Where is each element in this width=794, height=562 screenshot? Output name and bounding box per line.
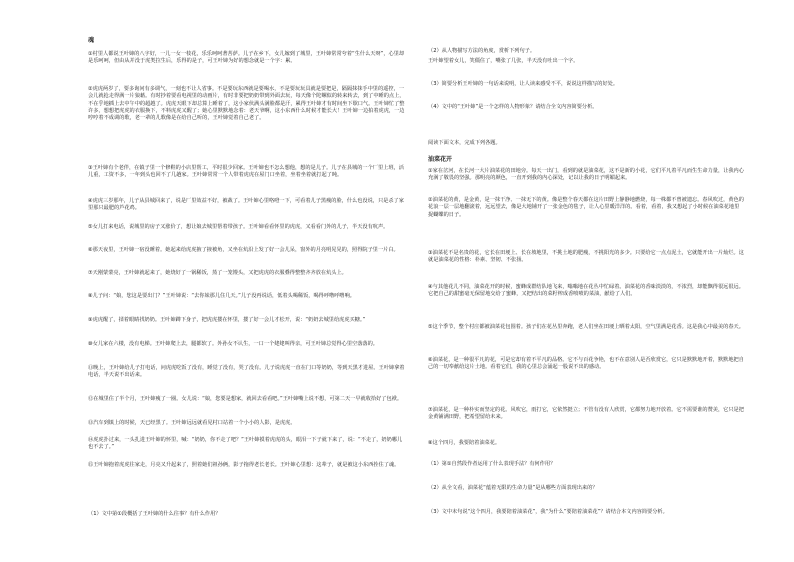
passage-paragraph-7: ⑦油菜花，是一种朴实而坚定的花。风吹它，雨打它，它依然挺立；不管有没有人欣赏，它都努力地开放着。它不需要谁的赞美，它只是把金黄铺满田野，把希望留给未来。	[428, 407, 744, 421]
paragraph-7: ⑦天刚蒙蒙亮，王叶婶就起来了，她烧好了一锅稀饭，蒸了一笼馒头，又把虎虎的衣服叠得整整齐齐放在炕头上。	[88, 270, 347, 276]
passage-paragraph-3: ③油菜花不是名贵的花，它长在田埂上、长在坡地里，不挑土地的肥瘦，不挑阳光的多少。只要给它一点点泥土，它就能开出一片灿烂。这就是油菜花的性格：朴素、坚韧、不张扬。	[428, 250, 744, 264]
paragraph-12: ⑫在城里住了半个月，王叶婶瘦了一圈。女儿说：“娘，您要是想家，就回去看看吧。”王叶婶嘴上说不想，可第二天一早就收拾好了包袱。	[88, 396, 403, 402]
question-3: （3）简要分析王叶婶的一句话来说明，让人读来感受不平，说说这样描写的好处。	[428, 81, 619, 87]
passage-paragraph-8: ⑧这个四月，我要陪着油菜花。	[428, 440, 501, 446]
paragraph-6: ⑥那天夜里，王叶婶一宿没睡着。她起来给虎虎掖了掖被角，又坐在炕沿上发了好一会儿呆，窗外的月亮明晃晃的，照得院子里一片白。	[88, 247, 399, 253]
paragraph-14: ⑭虎虎扑过来，一头扎进王叶婶的怀里，喊：“奶奶，你不走了吧？”王叶婶摸着虎虎的头，眼泪一下子就下来了，说：“不走了，奶奶哪儿也不去了。”	[88, 437, 403, 451]
passage-title: 油菜花开	[428, 156, 453, 163]
passage-question-2: （2）从全文看，油菜花“蕴着无限的生命力量”是从哪些方面表现出来的？	[428, 485, 598, 491]
question-1: （1）文中第①段概括了王叶婶的什么往事？有什么作用？	[88, 511, 221, 517]
paragraph-4: ④虎虎三岁那年，儿子从县城回来了，说是厂里效益不好，被裁了。王叶婶心里咯噔一下，可看着儿子黑瘦的脸，什么也没说，只是杀了家里那只最肥的芦花鸡。	[88, 198, 404, 212]
story-title: 魂	[88, 37, 95, 44]
passage-question-3: （3）文中末句说“这个四月，我要陪着油菜花”，我“为什么”要陪着油菜花”？请结合本文内容简要分析。	[428, 509, 668, 515]
reading-instruction: 阅读下面文本，完成下列各题。	[428, 140, 501, 146]
paragraph-2: ②虎虎两岁了，要多询问有多调气，一刻也不让人省事。不是要玩东西就是要喝水，不是要玩玩具就是要把是，隔隔抹抹手中里的遥控，一会儿就抢走得满一片狼藉。有时抄着要看电视里的动画片，有时非要把奶奶带到外面去玩，每天像个陀螺似的转来转去，到了中睡的点上，不在乎地插上去中午中的超越了。虎虎天眼下却总算上睡着了，这小家伙满头满脸都是汗，累得王叶婶才有时间坐下歇口气。王叶婶忙了整许多，想想把虎虎的衣服换下，不料虎虎又醒了；她心里默默地念着：老天爷啊，这小东西什么时候才能长大！王叶婶一边拍着虎虎，一边哼哼着不成调的歌，老一辈的儿歌像是在给自己听的，王叶婶觉着自己老了。	[88, 86, 405, 122]
paragraph-5: ⑤女儿打来电话，说城里的房子又涨价了，想让娘去城里帮着带孩子。王叶婶看看怀里的虎虎，又看看门外的儿子，半天没有吭声。	[88, 224, 389, 230]
paragraph-10: ⑩女儿家在六楼，没有电梯。王叶婶爬上去，腿都软了。外孙女不认生，一口一个姥姥叫得亲，可王叶婶总觉得心里空落落的。	[88, 341, 378, 347]
paragraph-8: ⑧儿子问：“娘，您这是要出门？”王叶婶说：“去你妹那儿住几天。”儿子没再说话，低着头喝稀饭，喝得呼噜呼噜响。	[88, 293, 355, 299]
passage-paragraph-6: ⑥油菜花，是一种很平凡的花，可是它却有着不平凡的品格。它不与百花争艳，也不在意别人是否欣赏它，它只是默默地开着，默默地把自己的一切奉献给这片土地。看着它们，我的心里总会涌起一股说不出的感动。	[428, 357, 744, 371]
passage-paragraph-1: ①家在岔河，在长河一大片油菜花的田地旁。每天一出门，看到的就是油菜花，这不是新的小花，它们平凡着平凡而生生命力量，让我内心充满了敬畏的坚强。那明亮的颜色，一直开到我的内心深处，记以让我的日子明媚起来。	[428, 168, 744, 182]
paragraph-3: ③王叶婶有个老伴，在镇子里一个修鞋的小店里帮工，平时很少回家。王叶婶也不怎么想他，想的是儿子。儿子在县城的一个厂里上班，活儿重，工资不多，一年到头也回不了几趟家。王叶婶常常一个人带着虎虎在屋门口坐着，坐着坐着就打起了盹。	[88, 165, 404, 179]
passage-paragraph-5: ⑤这个季节，整个村庄都被油菜花包围着。孩子们在花丛里奔跑，老人们坐在田埂上晒着太阳，空气里满是花香。这是我心中最美的春天。	[428, 324, 744, 330]
quoted-sentence: 王叶婶望着女儿，笑僵住了，嘴张了几张，半天没有吐出一个字。	[428, 58, 579, 64]
paragraph-1: ①村里人都说王叶婶的八字好，一儿一女一枝花，乐乐呵呵著菩萨。儿子在乡下，女儿嫁到了城里，王叶婶常常夸着“生什么天呀”，心里却是乐呵呵，但由从并没于虎类拉生后，乐得的是子，可王叶婶为好的想念就是一个字：累。	[88, 51, 405, 65]
passage-paragraph-4: ④与其他花儿不同，油菜花开的时候，蜜蜂成群结队地飞来，嗡嗡地在花丛中忙碌着。油菜花的香味淡淡的，不浓烈，却能飘得很远很远。它把自己的甜蜜毫无保留地交给了蜜蜂，又把结出的菜籽榨成香喷喷的菜油，献给了人们。	[428, 284, 744, 298]
question-2: （2）从人物描写方法的角度，赏析下列句子。	[428, 48, 536, 54]
passage-question-1: （1）第①自然段作者运用了什么表现手法？有何作用？	[428, 461, 556, 467]
question-4: （4）文中的“王叶婶”是一个怎样的人物形象？请结合全文内容简要分析。	[428, 104, 598, 110]
paragraph-9: ⑨虎虎醒了，揉着眼睛找奶奶。王叶婶蹲下身子，把虎虎搂在怀里，搂了好一会儿才松开，说：“奶奶去城里给虎虎买糖。”	[88, 317, 366, 323]
paragraph-15: ⑮王叶婶抱着虎虎往家走，月亮又升起来了，照着她们祖孙俩，影子拖得老长老长。王叶婶心里想：这辈子，就是被这小东西拴住了魂。	[88, 462, 400, 468]
passage-paragraph-2: ②油菜花的黄，是金黄，是一抹干净、一抹无下的黄。像是整个春天都在这片田野上静静地燃烧，每一株都不曾被遗忘。春风吹过，黄色的花浪一层一层地翻滚着，远远望去，像是大地铺开了一张金色的毯子，让人心里暖洋洋的。看着，看着，我又想起了小时候在油菜花地里捉蝴蝶的日子。	[428, 197, 744, 218]
paragraph-11: ⑪晚上，王叶婶给儿子打电话，问虎虎吃饭了没有，睡觉了没有，哭了没有。儿子说虎虎一直在门口等奶奶，等到天黑才进屋。王叶婶拿着电话，半天说不出话来。	[88, 365, 405, 379]
paragraph-13: ⑬汽车到镇上的时候，天已经黑了。王叶婶远远就看见村口站着一个小小的人影，是虎虎。	[88, 420, 296, 426]
